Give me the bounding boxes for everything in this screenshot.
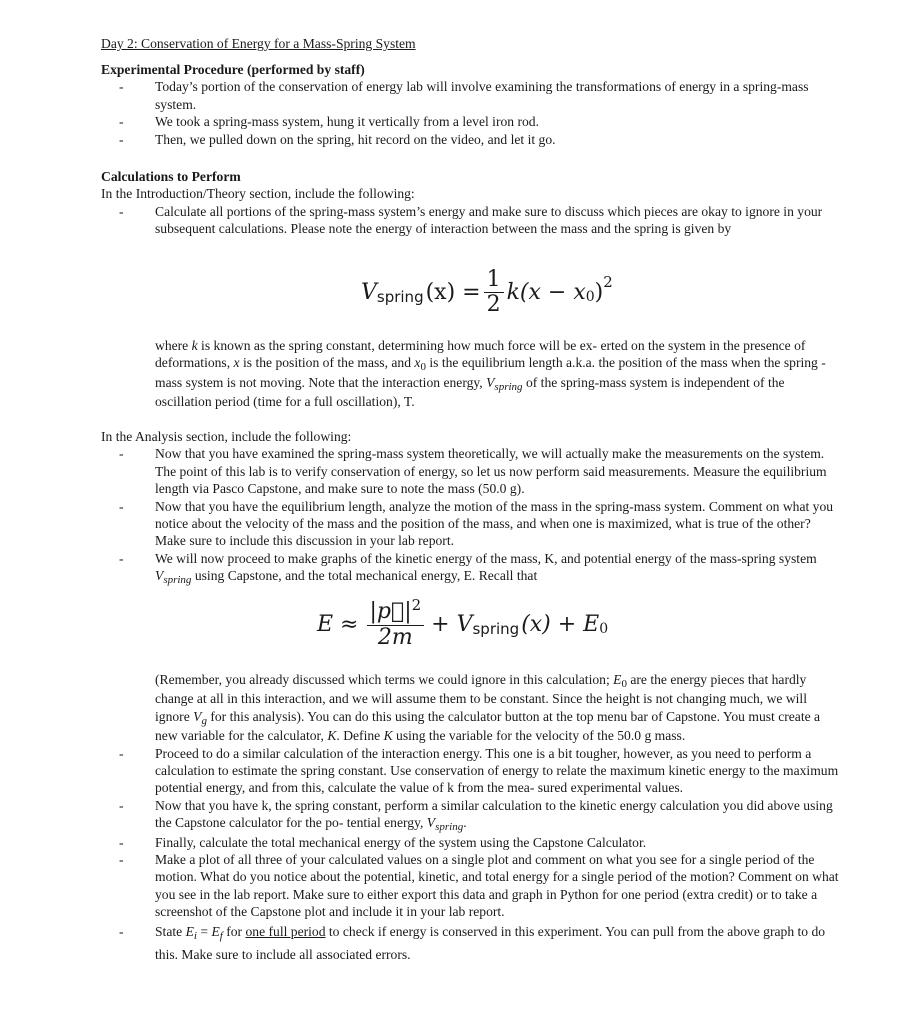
var-k: k: [191, 338, 198, 353]
eq1-rhs: k(x − x: [506, 279, 586, 305]
eq1-exponent: 2: [603, 272, 613, 291]
eq2-plus-v: [431, 612, 473, 638]
analysis-continued: [101, 671, 841, 965]
where-paragraph: [101, 337, 841, 411]
list-item: - Calculate all portions of the spring-mass system’s energy and make sure to discuss which pieces are okay to ignore in your subsequent calculations. Please note the energy of interaction between the mass and the spring is given by: [101, 203, 841, 238]
text-span: =: [196, 923, 212, 939]
eq2-denominator: [378, 626, 413, 650]
eq2-den-text: 2m: [377, 625, 413, 650]
var-e0-sub: 0: [621, 678, 627, 690]
text-span: to check if energy is conserved in this experiment. You can pull from the above graph to do this. Make sure to include all associated errors.: [155, 923, 826, 962]
var-e0: E: [613, 672, 622, 687]
var-v-sub: spring: [435, 821, 464, 834]
page-title: Day 2: Conservation of Energy for a Mass-Spring System: [101, 36, 416, 51]
text-span: are the energy pieces that hardly change at all in this interaction, and we will assume them to be constant. Since the height is not changing much, we will ignore: [155, 672, 807, 724]
eq2-fraction: [367, 596, 425, 650]
eq1-denominator: 2: [486, 292, 501, 317]
underlined-text: one full period: [245, 923, 326, 939]
var-k: K: [327, 728, 337, 744]
eq2-e0-sub: 0: [599, 621, 609, 638]
eq1-fraction: [484, 268, 504, 317]
text-span: We will now proceed to make graphs of the kinetic energy of the mass, K, and potential energy of the mass-spring system: [155, 550, 817, 566]
eq2-plus-v-text: + V: [431, 612, 473, 638]
list-item: - Make a plot of all three of your calculated values on a single plot and comment on what you see for a single period of the motion. What do you notice about the potential, kinetic, and total energy for a single period of the motion? Comment on what you see in the lab report. Make sure to either export this data and graph in Python for one period (extra credit) or to take a screenshot of the Capstone plot and include it in your lab report.: [101, 851, 841, 921]
var-v: V: [426, 815, 436, 831]
var-vg: V: [193, 708, 202, 724]
text-span: using the variable for the velocity of the 50.0 g mass.: [392, 728, 686, 744]
remember-paragraph: [101, 671, 841, 745]
text-span: is known as the spring constant, determining how much force will be ex- erted on the system in the presence of deformations,: [155, 338, 806, 371]
eq1-numerator: 1: [484, 268, 504, 293]
eq1-v: V: [361, 279, 377, 305]
calculations-heading: Calculations to Perform: [101, 169, 241, 184]
analysis-list: [101, 445, 841, 586]
text-span: State: [155, 923, 186, 939]
text-span: (Remember, you already discussed which terms we could ignore in this calculation;: [155, 672, 614, 687]
list-item: [101, 797, 841, 834]
text-span: is the equilibrium length a.k.a. the position of the mass when the spring - mass system is not moving. Note that the interaction energy,: [155, 355, 826, 390]
list-item: - Finally, calculate the total mechanical energy of the system using the Capstone Calculator.: [101, 834, 841, 851]
text-span: for: [222, 923, 246, 939]
text-span: .: [463, 815, 467, 831]
var-x0-sub: 0: [420, 361, 426, 374]
eq1-lhs-arg: (x) =: [425, 279, 481, 305]
calculations-list: [101, 203, 841, 238]
eq2-e: E ≈: [317, 612, 359, 638]
text-span: of the spring-mass system is independent of the oscillation period (time for a full oscillation), T.: [155, 374, 785, 410]
list-item: - Now that you have examined the spring-mass system theoretically, we will actually make the measurements on the system. The point of this lab is to verify conservation of energy, so let us now perform said measurements. Measure the equilibrium length via Pasco Capstone, and make sure to note the mass (50.0 g).: [101, 445, 841, 497]
procedure-section: [101, 61, 841, 148]
list-item: [101, 921, 841, 965]
var-k: K: [383, 728, 393, 744]
var-ei-sub: i: [193, 929, 197, 942]
eq2-num-exp: 2: [411, 596, 422, 614]
calculations-intro: In the Introduction/Theory section, include the following:: [101, 186, 415, 202]
analysis-list-continued: [101, 745, 841, 965]
var-v: V: [486, 374, 495, 390]
list-item: [101, 550, 841, 587]
procedure-list: [101, 78, 841, 148]
var-x0: x: [414, 355, 421, 371]
list-item: - We took a spring-mass system, hung it vertically from a level iron rod.: [101, 113, 841, 130]
text-span: Now that you have k, the spring constant, perform a similar calculation to the kinetic energy calculation you did above using the Capstone calculator for the po- tential energy,: [155, 797, 833, 831]
where-text: [101, 337, 841, 411]
text-span: is the position of the mass, and: [239, 355, 415, 371]
spring-energy-equation: [361, 268, 613, 317]
var-v-sub: spring: [494, 380, 523, 393]
text-span: using Capstone, and the total mechanical energy, E. Recall that: [191, 568, 538, 584]
calculations-section: [101, 168, 841, 238]
list-item: - Then, we pulled down on the spring, hit record on the video, and let it go.: [101, 131, 841, 148]
var-vg-sub: g: [201, 714, 207, 727]
text-span: where: [155, 338, 192, 353]
procedure-heading: Experimental Procedure (performed by staff): [101, 62, 365, 77]
eq1-rhs-close: ): [594, 279, 604, 305]
eq2-p: |p⃗|: [369, 599, 412, 624]
eq2-arg: (x) + E: [521, 612, 600, 638]
var-x: x: [233, 355, 240, 371]
var-ef-sub: f: [219, 929, 223, 942]
list-item: - Today’s portion of the conservation of energy lab will involve examining the transformations of energy in a spring-mass system.: [101, 78, 841, 113]
analysis-intro: In the Analysis section, include the following:: [101, 429, 352, 444]
text-span: . Define: [336, 728, 384, 744]
eq1-rhs-sub: 0: [585, 288, 595, 305]
text-span: for this analysis). You can do this using the calculator button at the top menu bar of Capstone. You must create a new variable for the calculator,: [155, 708, 821, 744]
var-ef: E: [211, 923, 220, 939]
eq2-sub: spring: [472, 620, 520, 639]
var-v-sub: spring: [163, 574, 192, 587]
analysis-section: [101, 428, 841, 587]
list-item: - Proceed to do a similar calculation of the interaction energy. This one is a bit tougher, however, as you need to perform a calculation to estimate the spring constant. Use conservation of energy to relate the maximum kinetic energy to the maximum potential energy, and from this, calculate the value of k from the mea- sured experimental values.: [101, 745, 841, 797]
var-v: V: [155, 568, 164, 584]
eq2-numerator: [367, 596, 425, 626]
total-energy-equation: [317, 596, 609, 650]
eq1-sub: spring: [376, 287, 424, 306]
var-ei: E: [185, 923, 194, 939]
list-item: - Now that you have the equilibrium length, analyze the motion of the mass in the spring-mass system. Comment on what you notice about the velocity of the mass and the position of the mass, and when one is maximized, what is true of the other? Make sure to include this discussion in your lab report.: [101, 498, 841, 550]
